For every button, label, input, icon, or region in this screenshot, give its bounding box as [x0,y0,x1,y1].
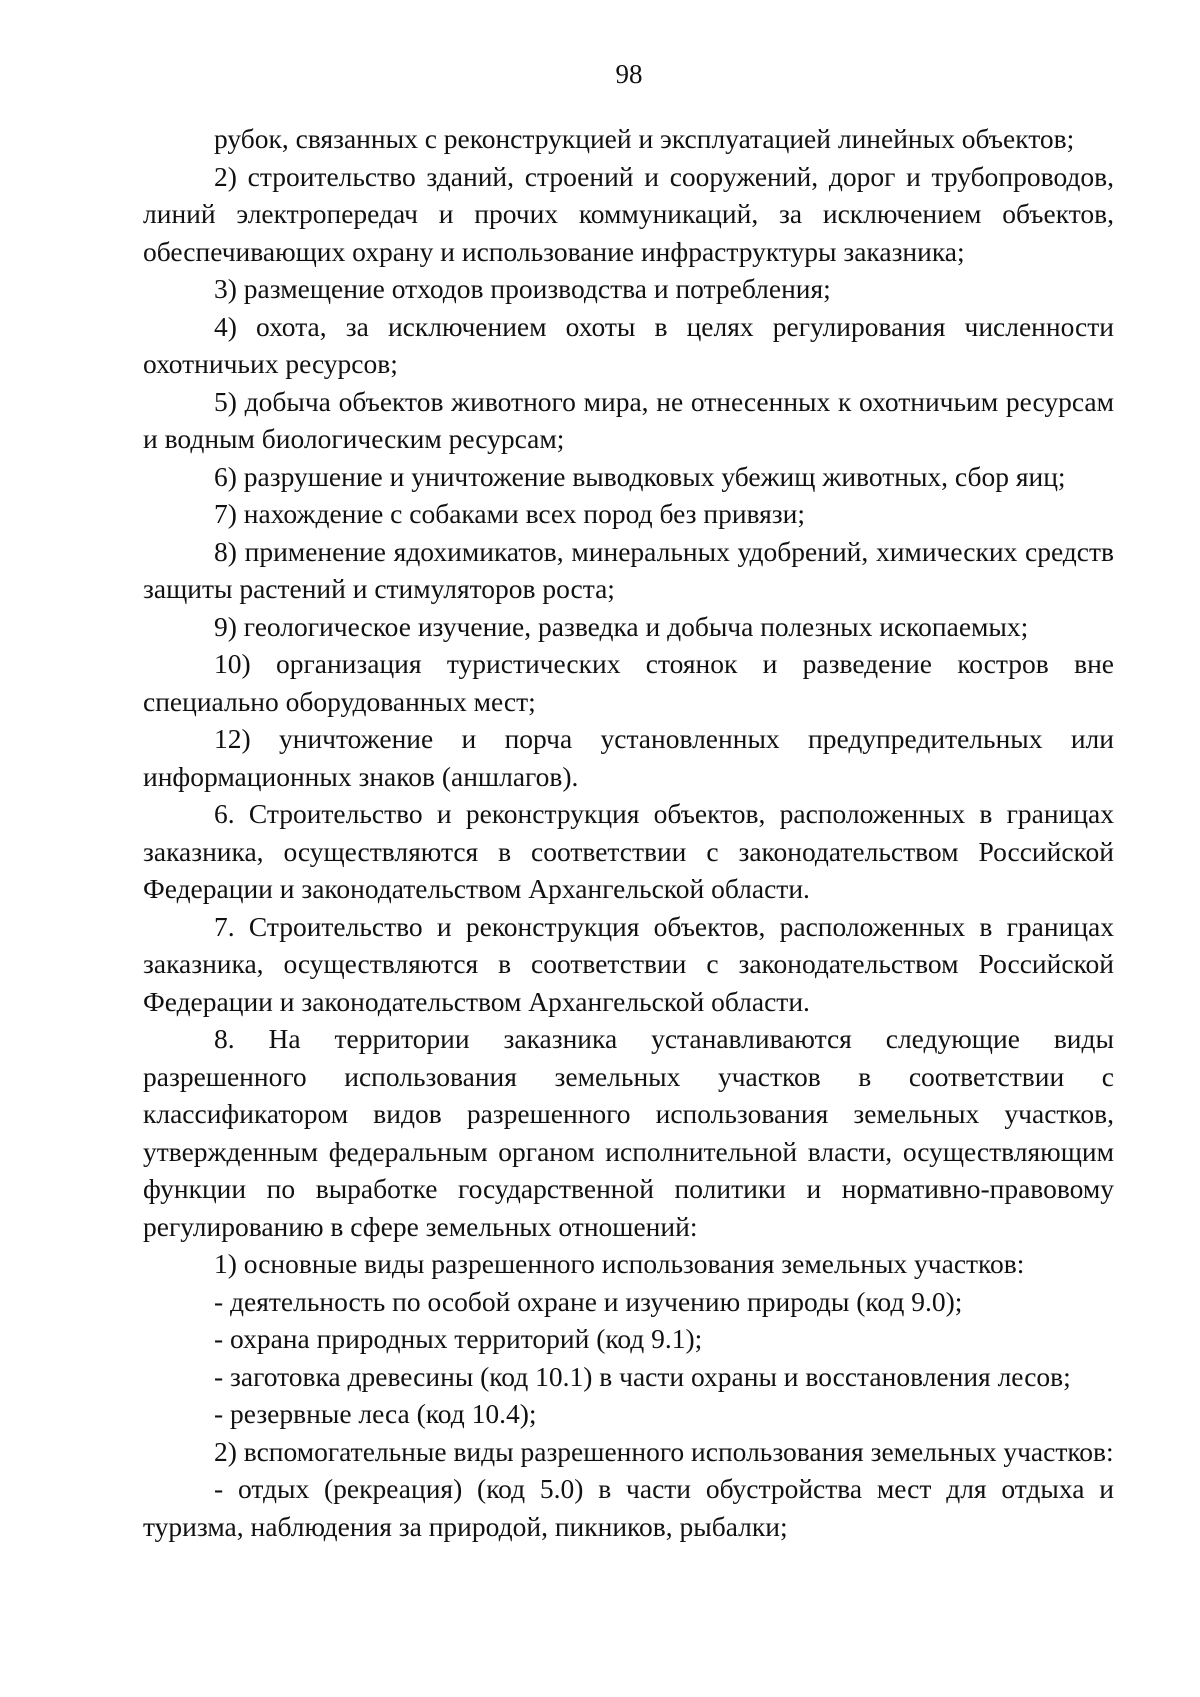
paragraph: 3) размещение отходов производства и потребления; [214,273,831,304]
paragraph: 8. На территории заказника устанавливаются следующие виды разрешенного использования земельных участков в соответствии с классификатором видов разрешенного использования земельных участков, утвержденным федеральным органом исполнительной власти, осуществляющим функции по выработке государственной политики и нормативно-правовому регулированию в сфере земельных отношений: [143,1023,1114,1242]
page-number: 98 [615,59,643,89]
paragraph: 10) организация туристических стоянок и разведение костров вне специально оборудованных мест; [143,648,1114,717]
paragraph: 6) разрушение и уничтожение выводковых убежищ животных, сбор яиц; [214,460,1066,492]
paragraph: 6. Строительство и реконструкция объектов, расположенных в границах заказника, осуществляются в соответствии с законодательством Российской Федерации и законодательством Архангельской области. [143,798,1114,904]
paragraph: - отдых (рекреация) (код 5.0) в части обустройства мест для отдыха и туризма, наблюдения за природой, пикников, рыбалки; [143,1473,1114,1542]
paragraph: 7. Строительство и реконструкция объектов, расположенных в границах заказника, осуществляются в соответствии с законодательством Российской Федерации и законодательством Архангельской области. [143,910,1114,1017]
paragraph: 5) добыча объектов животного мира, не отнесенных к охотничьим ресурсам и водным биологическим ресурсам; [143,385,1114,454]
document-body [143,120,1114,1545]
paragraph: - деятельность по особой охране и изучению природы (код 9.0); [214,1285,963,1317]
paragraph: - заготовка древесины (код 10.1) в части охраны и восстановления лесов; [214,1360,1071,1392]
paragraph: 7) нахождение с собаками всех пород без привязи; [214,498,806,529]
paragraph: 4) охота, за исключением охоты в целях регулирования численности охотничьих ресурсов; [143,310,1114,379]
paragraph: 12) уничтожение и порча установленных предупредительных или информационных знаков (аншлагов). [143,723,1114,792]
paragraph: рубок, связанных с реконструкцией и эксплуатацией линейных объектов; [214,123,1075,154]
paragraph: 1) основные виды разрешенного использования земельных участков: [214,1248,1025,1279]
paragraph: 8) применение ядохимикатов, минеральных удобрений, химических средств защиты растений и стимуляторов роста; [143,535,1114,604]
paragraph: - резервные леса (код 10.4); [214,1398,537,1429]
paragraph: 2) вспомогательные виды разрешенного использования земельных участков: [214,1435,1114,1467]
paragraph: 9) геологическое изучение, разведка и добыча полезных ископаемых; [214,610,1029,642]
paragraph: - охрана природных территорий (код 9.1); [214,1323,703,1354]
paragraph: 2) строительство зданий, строений и сооружений, дорог и трубопроводов, линий электропередач и прочих коммуникаций, за исключением объектов, обеспечивающих охрану и использование инфраструктуры заказника; [143,160,1114,267]
